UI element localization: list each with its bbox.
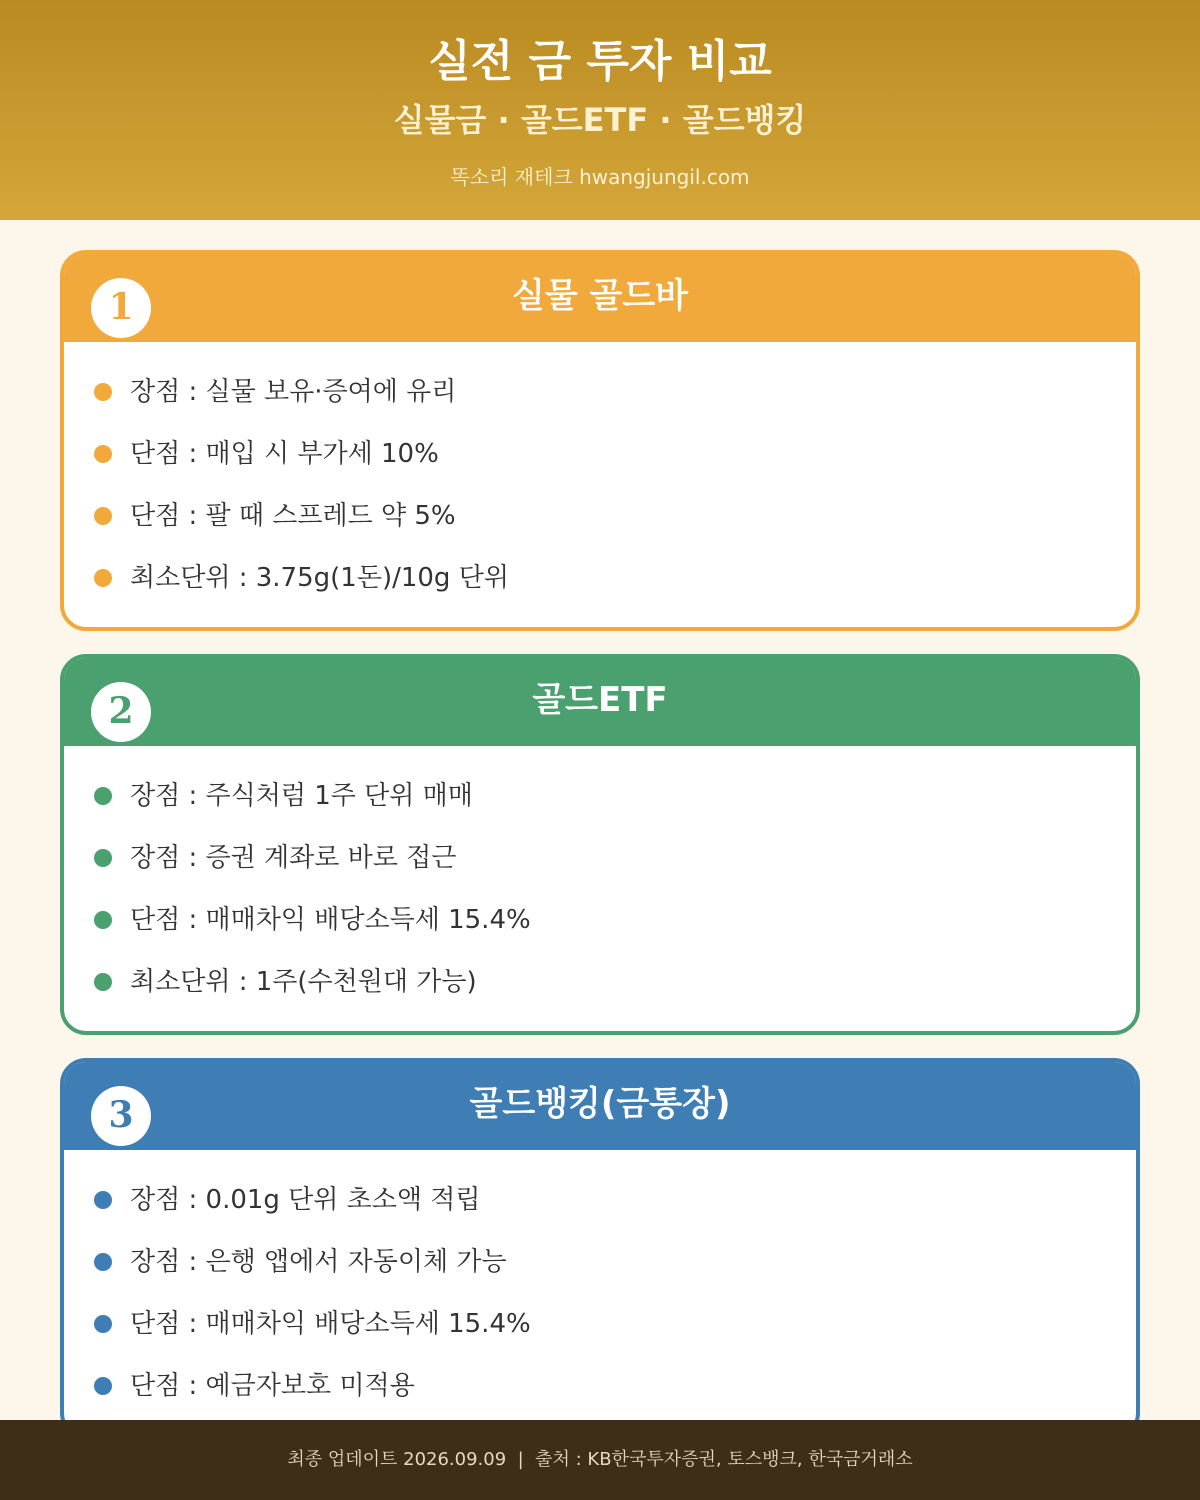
list-item-text: 최소단위 : 3.75g(1돈)/10g 단위: [130, 563, 509, 593]
card-title: 골드뱅킹(금통장): [469, 1084, 731, 1124]
header-banner: [0, 0, 1200, 220]
list-item-text: 장점 : 0.01g 단위 초소액 적립: [130, 1185, 481, 1215]
list-item-text: 장점 : 실물 보유·증여에 유리: [130, 377, 457, 407]
bullet-dot-icon: [94, 1315, 112, 1333]
list-item-text: 장점 : 은행 앱에서 자동이체 가능: [130, 1247, 507, 1277]
card-gold-etf: [60, 654, 1140, 1035]
list-item-text: 단점 : 팔 때 스프레드 약 5%: [130, 501, 456, 531]
bullet-dot-icon: [94, 849, 112, 867]
card-title: 실물 골드바: [511, 276, 689, 316]
bullet-dot-icon: [94, 973, 112, 991]
card-header: [64, 1062, 1136, 1150]
page-subtitle: 실물금 · 골드ETF · 골드뱅킹: [393, 101, 807, 139]
bullet-dot-icon: [94, 445, 112, 463]
card-number-badge: 2: [91, 682, 151, 742]
card-header: [64, 658, 1136, 746]
bullet-dot-icon: [94, 507, 112, 525]
card-physical-gold-bar: [60, 250, 1140, 631]
footer-text: 최종 업데이트 2026.09.09 | 출처 : KB한국투자증권, 토스뱅크, 한국금거래소: [287, 1449, 913, 1470]
footer-bar: [0, 1420, 1200, 1500]
site-credit: 똑소리 재테크 hwangjungil.com: [450, 165, 750, 189]
bullet-dot-icon: [94, 569, 112, 587]
list-item-text: 장점 : 주식처럼 1주 단위 매매: [130, 781, 473, 811]
card-number-badge: 1: [91, 278, 151, 338]
card-header: [64, 254, 1136, 342]
card-gold-banking: [60, 1058, 1140, 1439]
bullet-dot-icon: [94, 787, 112, 805]
list-item-text: 단점 : 매매차익 배당소득세 15.4%: [130, 1309, 531, 1339]
bullet-dot-icon: [94, 1377, 112, 1395]
bullet-dot-icon: [94, 911, 112, 929]
bullet-dot-icon: [94, 383, 112, 401]
list-item-text: 단점 : 예금자보호 미적용: [130, 1371, 415, 1401]
list-item-text: 단점 : 매매차익 배당소득세 15.4%: [130, 905, 531, 935]
page-title: 실전 금 투자 비교: [428, 36, 772, 87]
list-item-text: 최소단위 : 1주(수천원대 가능): [130, 967, 477, 997]
bullet-dot-icon: [94, 1191, 112, 1209]
list-item-text: 단점 : 매입 시 부가세 10%: [130, 439, 439, 469]
card-number-badge: 3: [91, 1086, 151, 1146]
list-item-text: 장점 : 증권 계좌로 바로 접근: [130, 843, 457, 873]
bullet-dot-icon: [94, 1253, 112, 1271]
card-title: 골드ETF: [532, 680, 668, 720]
